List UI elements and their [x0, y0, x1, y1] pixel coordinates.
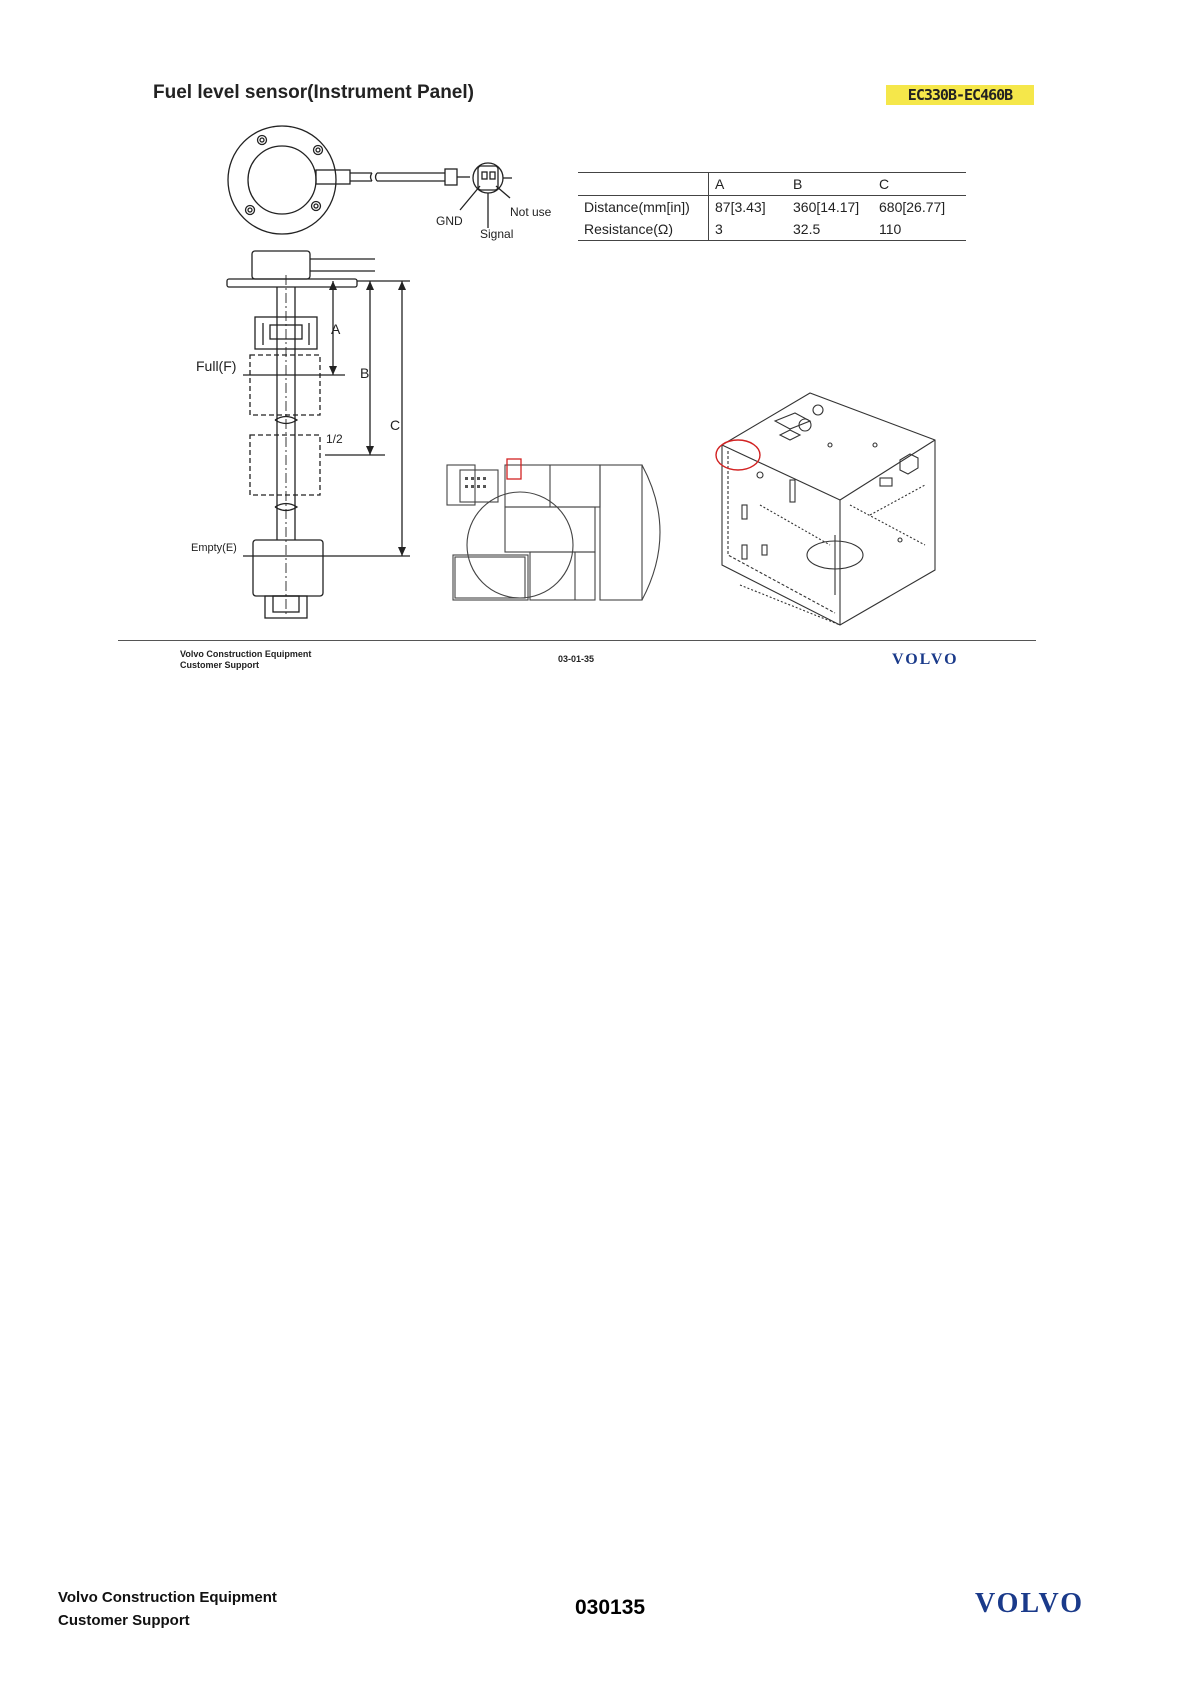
- page-number: 030135: [575, 1596, 646, 1619]
- footer-company: Volvo Construction Equipment: [58, 1589, 277, 1606]
- table-cell: Resistance(Ω): [578, 218, 709, 241]
- table-cell: 32.5: [787, 218, 873, 241]
- table-cell: 360[14.17]: [793, 199, 860, 215]
- table-row: [578, 196, 966, 219]
- footer-dept: Customer Support: [58, 1612, 190, 1629]
- empty-level-label: Empty(E): [191, 542, 237, 554]
- page-title: Fuel level sensor(Instrument Panel): [153, 82, 474, 103]
- table-cell: 3: [709, 218, 788, 241]
- table-header-cell: [578, 173, 709, 196]
- slide-footer-code: 03-01-35: [558, 654, 595, 664]
- slide-footer-dept: Customer Support: [180, 660, 260, 670]
- slide-footer-volvo-logo: VOLVO: [892, 651, 959, 668]
- table-header-cell: A: [709, 173, 788, 196]
- dimension-c-label: C: [390, 417, 401, 433]
- table-cell: 87[3.43]: [715, 199, 766, 215]
- slide-footer-divider: [118, 640, 1036, 641]
- full-level-label: Full(F): [196, 358, 237, 374]
- slide-footer-company: Volvo Construction Equipment: [180, 649, 312, 659]
- table-header-row: [578, 173, 966, 196]
- not-use-label: Not use: [510, 205, 552, 219]
- machine-top-view-diagram: [445, 455, 680, 603]
- signal-label: Signal: [480, 227, 514, 241]
- footer-volvo-logo: VOLVO: [975, 1588, 1084, 1619]
- dimension-a-label: A: [331, 321, 341, 337]
- half-level-label: 1/2: [326, 432, 343, 446]
- table-cell: Distance(mm[in]): [578, 196, 709, 219]
- table-cell: 110: [873, 218, 966, 241]
- table-cell: 680[26.77]: [879, 199, 946, 215]
- table-header-cell: B: [787, 173, 873, 196]
- spec-table: [578, 172, 966, 241]
- gnd-label: GND: [436, 214, 463, 228]
- dimension-b-label: B: [360, 365, 370, 381]
- table-header-cell: C: [873, 173, 966, 196]
- table-row: [578, 218, 966, 241]
- sensor-top-view-diagram: [220, 118, 560, 243]
- fuel-tank-isometric-diagram: [700, 385, 950, 630]
- model-badge: EC330B-EC460B: [886, 85, 1034, 105]
